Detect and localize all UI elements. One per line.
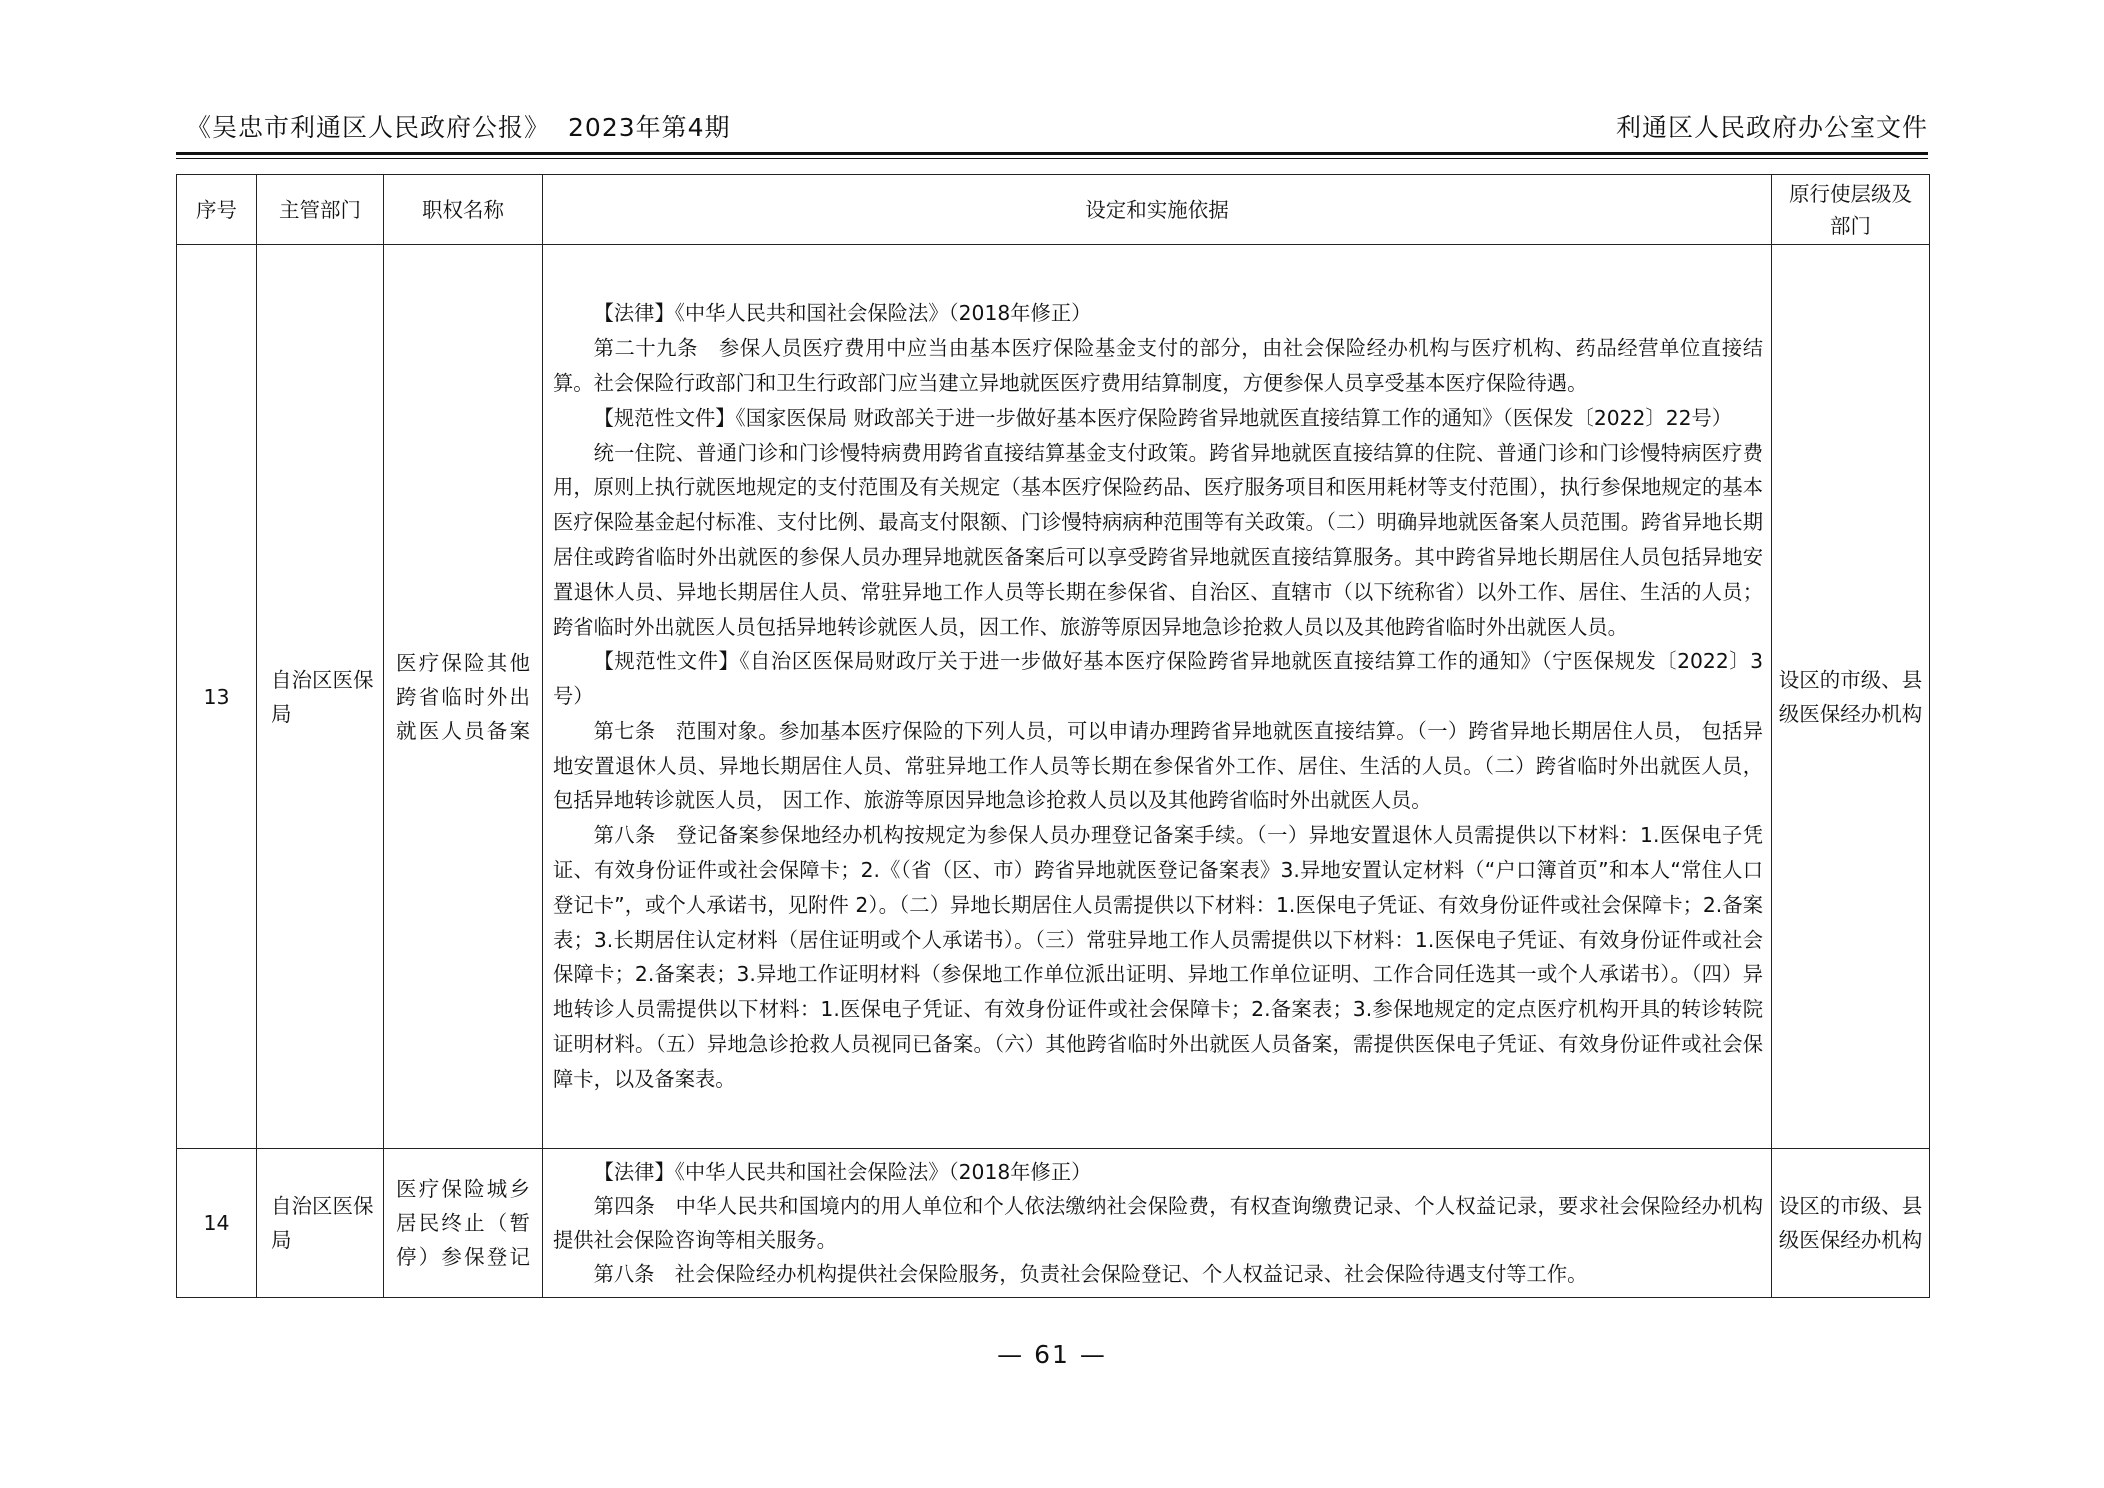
publication-header — [186, 108, 731, 144]
col-header-level: 原行使层级及部门 — [1772, 175, 1930, 245]
basis-paragraph: 第八条 登记备案参保地经办机构按规定为参保人员办理登记备案手续。（一）异地安置退休人员需提供以下材料：1.医保电子凭证、有效身份证件或社会保障卡；2.《（省（区、市）跨省异地就医登记备案表》3.异地安置认定材料（“户口簿首页”和本人“常住人口登记卡”，或个人承诺书，见附件 2）。（二）异地长期居住人员需提供以下材料：1.医保电子凭证、有效身份证件或社会保障卡；2.备案表；3.长期居住认定材料（居住证明或个人承诺书）。（三）常驻异地工作人员需提供以下材料：1.医保电子凭证、有效身份证件或社会保障卡；2.备案表；3.异地工作证明材料（参保地工作单位派出证明、异地工作单位证明、工作合同任选其一或个人承诺书）。（四）异地转诊人员需提供以下材料：1.医保电子凭证、有效身份证件或社会保障卡；2.备案表；3.参保地规定的定点医疗机构开具的转诊转院证明材料。（五）异地急诊抢救人员视同已备案。（六）其他跨省临时外出就医人员备案，需提供医保电子凭证、有效身份证件或社会保障卡，以及备案表。 — [553, 823, 1763, 1091]
header-rule-thin — [176, 158, 1928, 159]
basis-paragraph: 第四条 中华人民共和国境内的用人单位和个人依法缴纳社会保险费，有权查询缴费记录、个人权益记录，要求社会保险经办机构提供社会保险咨询等相关服务。 — [553, 1194, 1763, 1252]
header-rule-thick — [176, 152, 1928, 155]
basis-paragraph: 【法律】《中华人民共和国社会保险法》（2018年修正） — [593, 301, 1092, 326]
row-basis — [543, 1149, 1772, 1298]
row-authority-name: 医疗保险其他跨省临时外出就医人员备案 — [384, 245, 543, 1149]
basis-paragraph: 第二十九条 参保人员医疗费用中应当由基本医疗保险基金支付的部分，由社会保险经办机构与医疗机构、药品经营单位直接结算。社会保险行政部门和卫生行政部门应当建立异地就医医疗费用结算制度，方便参保人员享受基本医疗保险待遇。 — [553, 336, 1763, 395]
row-basis — [543, 245, 1772, 1149]
row-department: 自治区医保局 — [257, 245, 384, 1149]
row-level: 设区的市级、县级医保经办机构 — [1772, 245, 1930, 1149]
col-header-dept: 主管部门 — [257, 175, 384, 245]
authority-table — [176, 174, 1930, 1298]
col-header-name: 职权名称 — [384, 175, 543, 245]
issue-label: 2023年第4期 — [568, 113, 731, 142]
basis-paragraph: 第八条 社会保险经办机构提供社会保险服务，负责社会保险登记、个人权益记录、社会保险待遇支付等工作。 — [593, 1262, 1588, 1286]
row-level: 设区的市级、县级医保经办机构 — [1772, 1149, 1930, 1298]
basis-paragraph: 【规范性文件】《国家医保局 财政部关于进一步做好基本医疗保险跨省异地就医直接结算工作的通知》（医保发〔2022〕22号） — [593, 405, 1733, 430]
publication-title: 《吴忠市利通区人民政府公报》 — [186, 113, 551, 142]
page-number: — 61 — — [997, 1340, 1107, 1369]
row-number: 14 — [177, 1149, 257, 1298]
table-row — [177, 245, 1930, 1149]
row-department: 自治区医保局 — [257, 1149, 384, 1298]
basis-paragraph: 统一住院、普通门诊和门诊慢特病费用跨省直接结算基金支付政策。跨省异地就医直接结算的住院、普通门诊和门诊慢特病医疗费用，原则上执行就医地规定的支付范围及有关规定（基本医疗保险药品、医疗服务项目和医用耗材等支付范围），执行参保地规定的基本医疗保险基金起付标准、支付比例、最高支付限额、门诊慢特病病种范围等有关政策。（二）明确异地就医备案人员范围。跨省异地长期居住或跨省临时外出就医的参保人员办理异地就医备案后可以享受跨省异地就医直接结算服务。其中跨省异地长期居住人员包括异地安置退休人员、异地长期居住人员、常驻异地工作人员等长期在参保省、自治区、直辖市（以下统称省）以外工作、居住、生活的人员；跨省临时外出就医人员包括异地转诊就医人员，因工作、旅游等原因异地急诊抢救人员以及其他跨省临时外出就医人员。 — [553, 440, 1763, 639]
row-authority-name: 医疗保险城乡居民终止（暂停）参保登记 — [384, 1149, 543, 1298]
basis-paragraph: 【法律】《中华人民共和国社会保险法》（2018年修正） — [593, 1160, 1092, 1184]
basis-paragraph: 第七条 范围对象。参加基本医疗保险的下列人员，可以申请办理跨省异地就医直接结算。（一）跨省异地长期居住人员， 包括异地安置退休人员、异地长期居住人员、常驻异地工作人员等长期在参保省外工作、居住、生活的人员。（二）跨省临时外出就医人员， 包括异地转诊就医人员， 因工作、旅游等原因异地急诊抢救人员以及其他跨省临时外出就医人员。 — [553, 718, 1763, 813]
basis-paragraph: 【规范性文件】《自治区医保局财政厅关于进一步做好基本医疗保险跨省异地就医直接结算工作的通知》（宁医保规发〔2022〕3号） — [553, 649, 1763, 709]
row-number: 13 — [177, 245, 257, 1149]
col-header-num: 序号 — [177, 175, 257, 245]
col-header-basis: 设定和实施依据 — [543, 175, 1772, 245]
table-row — [177, 1149, 1930, 1298]
table-header-row — [177, 175, 1930, 245]
office-label: 利通区人民政府办公室文件 — [1615, 113, 1928, 142]
